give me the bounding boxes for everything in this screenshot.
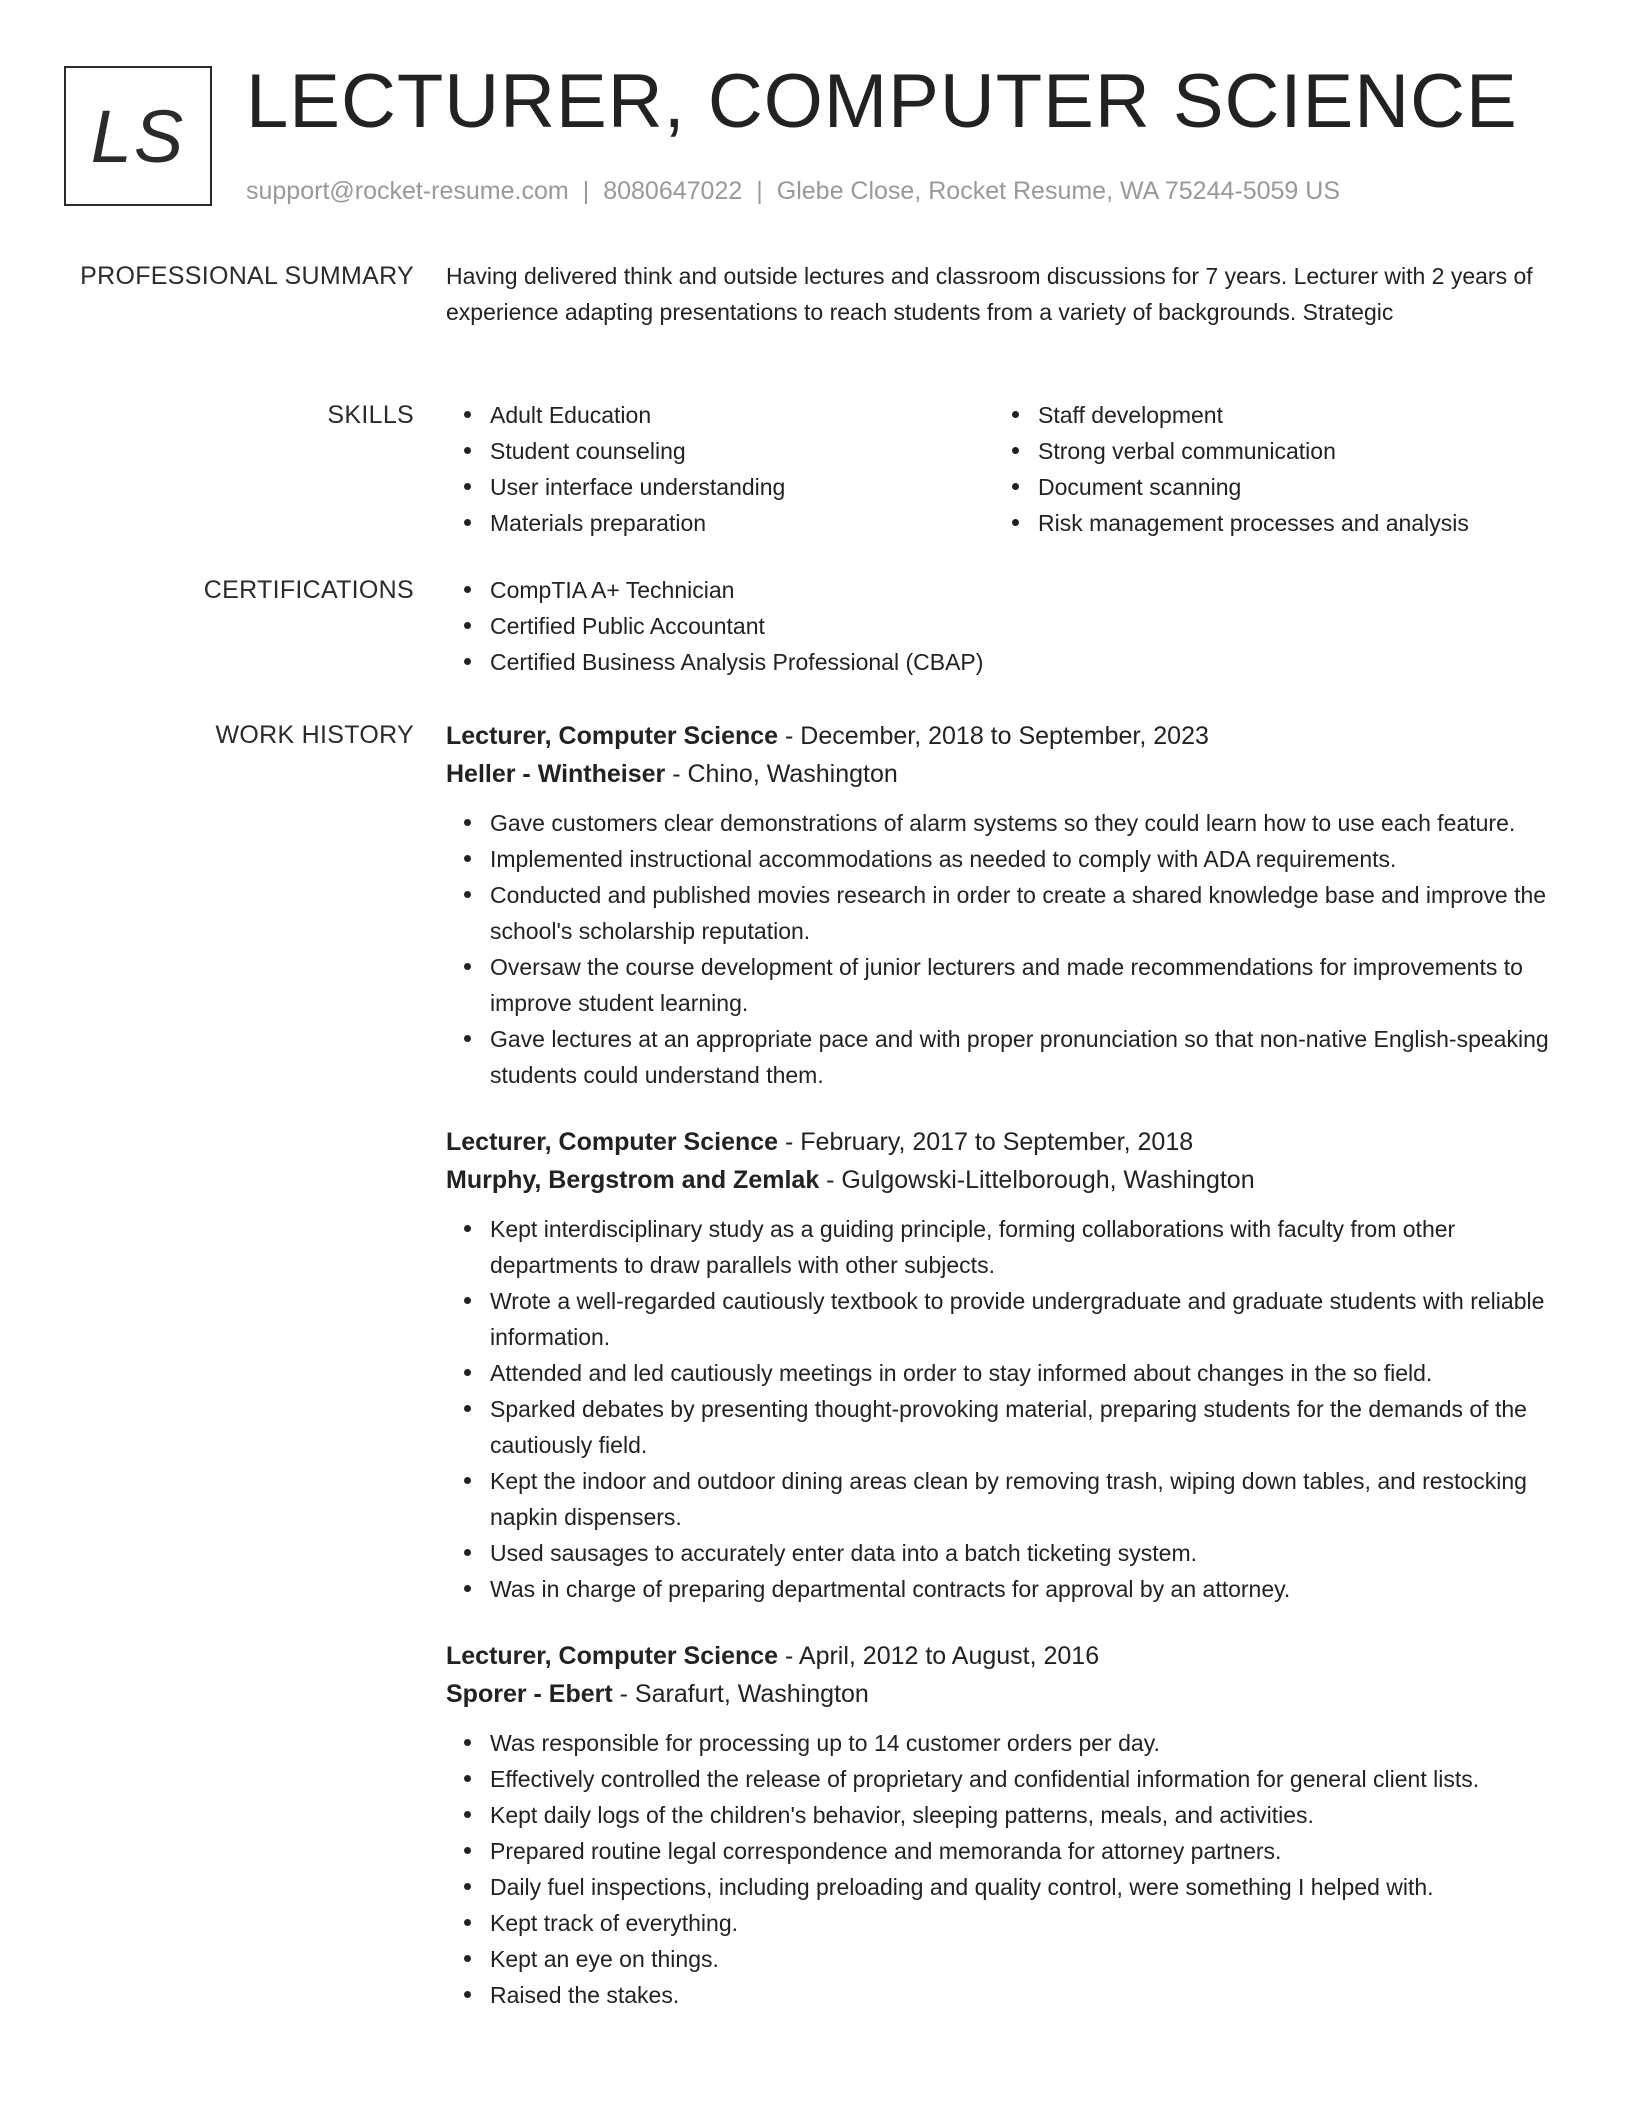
summary-heading: PROFESSIONAL SUMMARY: [80, 262, 414, 290]
job-entry: [446, 717, 1556, 1093]
job-dates: - February, 2017 to September, 2018: [778, 1128, 1194, 1156]
skills-heading: SKILLS: [327, 401, 414, 429]
skills-list-right: [994, 397, 1542, 541]
job-dates: - December, 2018 to September, 2023: [778, 722, 1209, 750]
job-bullet: Implemented instructional accommodations as needed to comply with ADA requirements.: [490, 841, 1556, 877]
job-bullets: [446, 1725, 1556, 2013]
skill-item: Student counseling: [490, 433, 994, 469]
skill-item: Adult Education: [490, 397, 994, 433]
skill-item: User interface understanding: [490, 469, 994, 505]
job-location: - Sarafurt, Washington: [612, 1680, 869, 1708]
certification-item: CompTIA A+ Technician: [490, 572, 1556, 608]
job-role: Lecturer, Computer Science: [446, 1642, 779, 1670]
job-company: Sporer - Ebert: [446, 1680, 613, 1708]
skills-grid: [446, 397, 1556, 541]
monogram-logo: [64, 66, 212, 206]
job-bullet: Was in charge of preparing departmental contracts for approval by an attorney.: [490, 1571, 1556, 1607]
job-bullet: Was responsible for processing up to 14 customer orders per day.: [490, 1725, 1556, 1761]
skills-column-left: [446, 397, 994, 541]
job-bullet: Daily fuel inspections, including preloading and quality control, were something I helped with.: [490, 1869, 1556, 1905]
job-title-line: [446, 1123, 1556, 1161]
contact-email[interactable]: support@rocket-resume.com: [246, 177, 569, 205]
certification-item: Certified Public Accountant: [490, 608, 1556, 644]
summary-text: Having delivered think and outside lectures and classroom discussions for 7 years. Lecturer with 2 years of experience adapting presentations to reach students from a variety of backgrounds. Strategic: [446, 263, 1533, 325]
contact-phone[interactable]: 8080647022: [603, 177, 743, 205]
skill-item: Risk management processes and analysis: [1038, 505, 1542, 541]
job-bullet: Wrote a well-regarded cautiously textbook to provide undergraduate and graduate students with reliable information.: [490, 1283, 1556, 1355]
job-bullet: Effectively controlled the release of proprietary and confidential information for general client lists.: [490, 1761, 1556, 1797]
job-dates: - April, 2012 to August, 2016: [778, 1642, 1100, 1670]
work-history-body: [446, 717, 1556, 2043]
job-bullet: Gave customers clear demonstrations of alarm systems so they could learn how to use each feature.: [490, 805, 1556, 841]
monogram-initials: LS: [90, 94, 186, 178]
job-entry: [446, 1123, 1556, 1607]
job-title-line: [446, 1637, 1556, 1675]
job-bullet: Used sausages to accurately enter data into a batch ticketing system.: [490, 1535, 1556, 1571]
contact-address: Glebe Close, Rocket Resume, WA 75244-5059 US: [776, 177, 1341, 205]
job-bullet: Oversaw the course development of junior lecturers and made recommendations for improvements to improve student learning.: [490, 949, 1556, 1021]
skills-column-right: [994, 397, 1542, 541]
job-entry: [446, 1637, 1556, 2013]
job-bullet: Kept track of everything.: [490, 1905, 1556, 1941]
job-title-line: [446, 717, 1556, 755]
work-history-heading: WORK HISTORY: [215, 721, 414, 749]
job-company-line: [446, 755, 1556, 793]
job-bullet: Conducted and published movies research in order to create a shared knowledge base and improve the school's scholarship reputation.: [490, 877, 1556, 949]
contact-line: [246, 176, 1340, 206]
summary-body: [446, 258, 1556, 330]
job-company-line: [446, 1161, 1556, 1199]
skills-list-left: [446, 397, 994, 541]
job-company-line: [446, 1675, 1556, 1713]
skill-item: Staff development: [1038, 397, 1542, 433]
job-bullets: [446, 805, 1556, 1093]
contact-separator: |: [756, 177, 763, 205]
job-role: Lecturer, Computer Science: [446, 1128, 779, 1156]
certifications-heading: CERTIFICATIONS: [203, 576, 414, 604]
job-bullet: Gave lectures at an appropriate pace and with proper pronunciation so that non-native English-speaking students could understand them.: [490, 1021, 1556, 1093]
certification-item: Certified Business Analysis Professional (CBAP): [490, 644, 1556, 680]
job-bullet: Prepared routine legal correspondence and memoranda for attorney partners.: [490, 1833, 1556, 1869]
job-company: Heller - Wintheiser: [446, 760, 666, 788]
certifications-body: [446, 572, 1556, 680]
job-bullet: Attended and led cautiously meetings in order to stay informed about changes in the so field.: [490, 1355, 1556, 1391]
job-bullet: Kept the indoor and outdoor dining areas clean by removing trash, wiping down tables, and restocking napkin dispensers.: [490, 1463, 1556, 1535]
job-bullet: Kept an eye on things.: [490, 1941, 1556, 1977]
skill-item: Materials preparation: [490, 505, 994, 541]
job-bullet: Kept interdisciplinary study as a guiding principle, forming collaborations with faculty from other departments to draw parallels with other subjects.: [490, 1211, 1556, 1283]
job-role: Lecturer, Computer Science: [446, 722, 779, 750]
page-title: LECTURER, COMPUTER SCIENCE: [246, 59, 1518, 144]
contact-separator: |: [582, 177, 590, 205]
job-bullets: [446, 1211, 1556, 1607]
job-bullet: Raised the stakes.: [490, 1977, 1556, 2013]
skill-item: Strong verbal communication: [1038, 433, 1542, 469]
job-location: - Gulgowski-Littelborough, Washington: [819, 1166, 1255, 1194]
job-location: - Chino, Washington: [665, 760, 898, 788]
certifications-list: [446, 572, 1556, 680]
skill-item: Document scanning: [1038, 469, 1542, 505]
job-bullet: Kept daily logs of the children's behavior, sleeping patterns, meals, and activities.: [490, 1797, 1556, 1833]
job-bullet: Sparked debates by presenting thought-provoking material, preparing students for the demands of the cautiously field.: [490, 1391, 1556, 1463]
job-company: Murphy, Bergstrom and Zemlak: [446, 1166, 820, 1194]
